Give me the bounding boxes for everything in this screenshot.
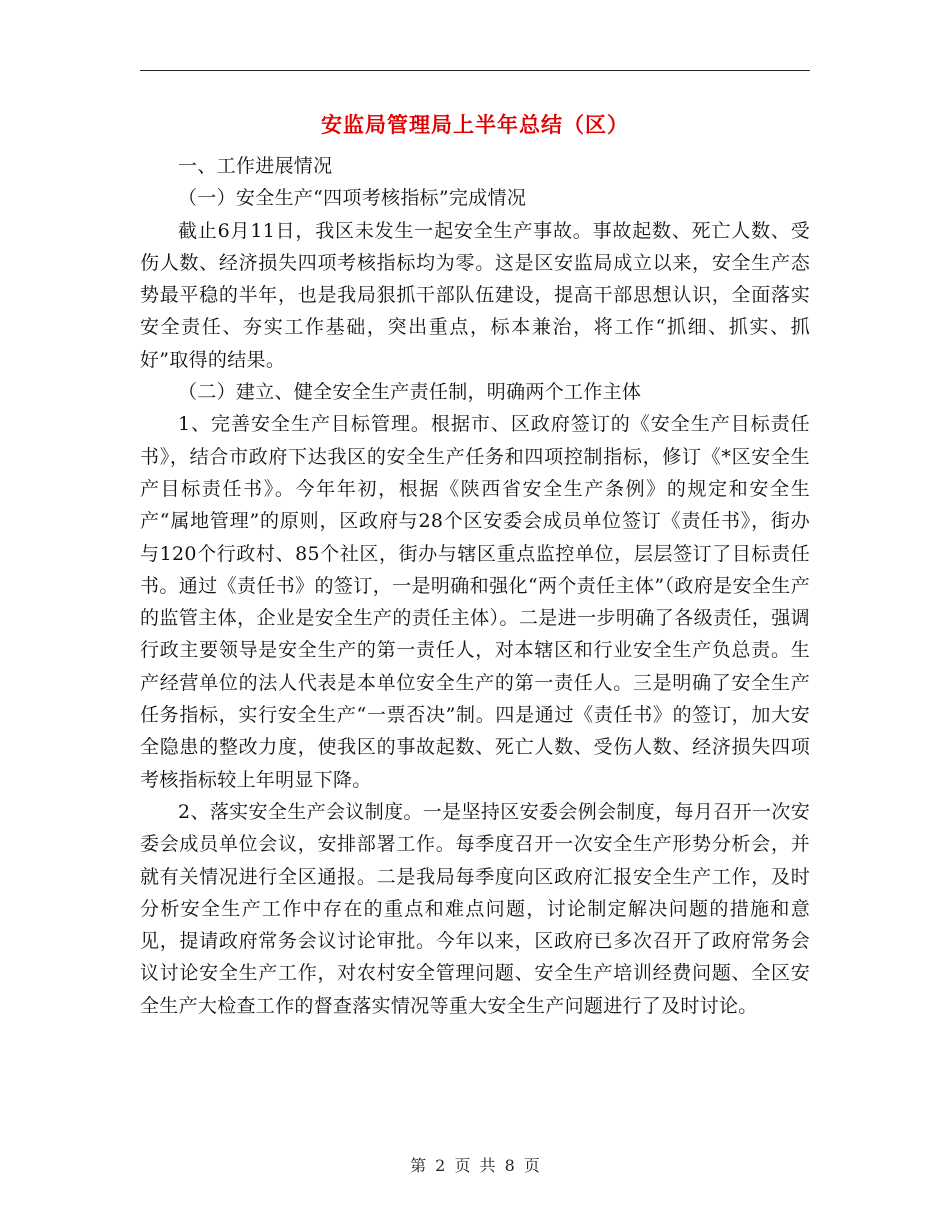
- body-paragraph: 2、落实安全生产会议制度。一是坚持区安委会例会制度，每月召开一次安委会成员单位会议，安排部署工作。每季度召开一次安全生产形势分析会，并就有关情况进行全区通报。二是我局每季度向区政府汇报安全生产工作，及时分析安全生产工作中存在的重点和难点问题，讨论制定解决问题的措施和意见，提请政府常务会议讨论审批。今年以来，区政府已多次召开了政府常务会议讨论安全生产工作，对农村安全管理问题、安全生产培训经费问题、全区安全生产大检查工作的督查落实情况等重大安全生产问题进行了及时讨论。: [140, 800, 810, 1017]
- subsection-heading-1: （一）安全生产“四项考核指标”完成情况: [178, 187, 527, 210]
- body-paragraph: 1、完善安全生产目标管理。根据市、区政府签订的《安全生产目标责任书》，结合市政府下达我区的安全生产任务和四项控制指标，修订《*区安全生产目标责任书》。今年年初，根据《陕西省安全生产条例》的规定和安全生产“属地管理”的原则，区政府与28个区安委会成员单位签订《责任书》，街办与120个行政村、85个社区，街办与辖区重点监控单位，层层签订了目标责任书。通过《责任书》的签订，一是明确和强化“两个责任主体”（政府是安全生产的监管主体，企业是安全生产的责任主体）。二是进一步明确了各级责任，强调行政主要领导是安全生产的第一责任人，对本辖区和行业安全生产负总责。生产经营单位的法人代表是本单位安全生产的第一责任人。三是明确了安全生产任务指标，实行安全生产“一票否决”制。四是通过《责任书》的签订，加大安全隐患的整改力度，使我区的事故起数、死亡人数、受伤人数、经济损失四项考核指标较上年明显下降。: [140, 413, 810, 791]
- document-title: 安监局管理局上半年总结（区）: [321, 113, 629, 137]
- header-rule: [140, 70, 810, 71]
- subsection-heading-2: （二）建立、健全安全生产责任制，明确两个工作主体: [178, 381, 642, 404]
- page-number-footer: 第 2 页 共 8 页: [410, 1156, 540, 1175]
- body-paragraph: 截止6月11日，我区未发生一起安全生产事故。事故起数、死亡人数、受伤人数、经济损失四项考核指标均为零。这是区安监局成立以来，安全生产态势最平稳的半年，也是我局狠抓干部队伍建设，提高干部思想认识，全面落实安全责任、夯实工作基础，突出重点，标本兼治，将工作“抓细、抓实、抓好”取得的结果。: [140, 219, 810, 371]
- section-heading-1: 一、工作进展情况: [178, 155, 333, 177]
- document-body: [140, 150, 810, 1022]
